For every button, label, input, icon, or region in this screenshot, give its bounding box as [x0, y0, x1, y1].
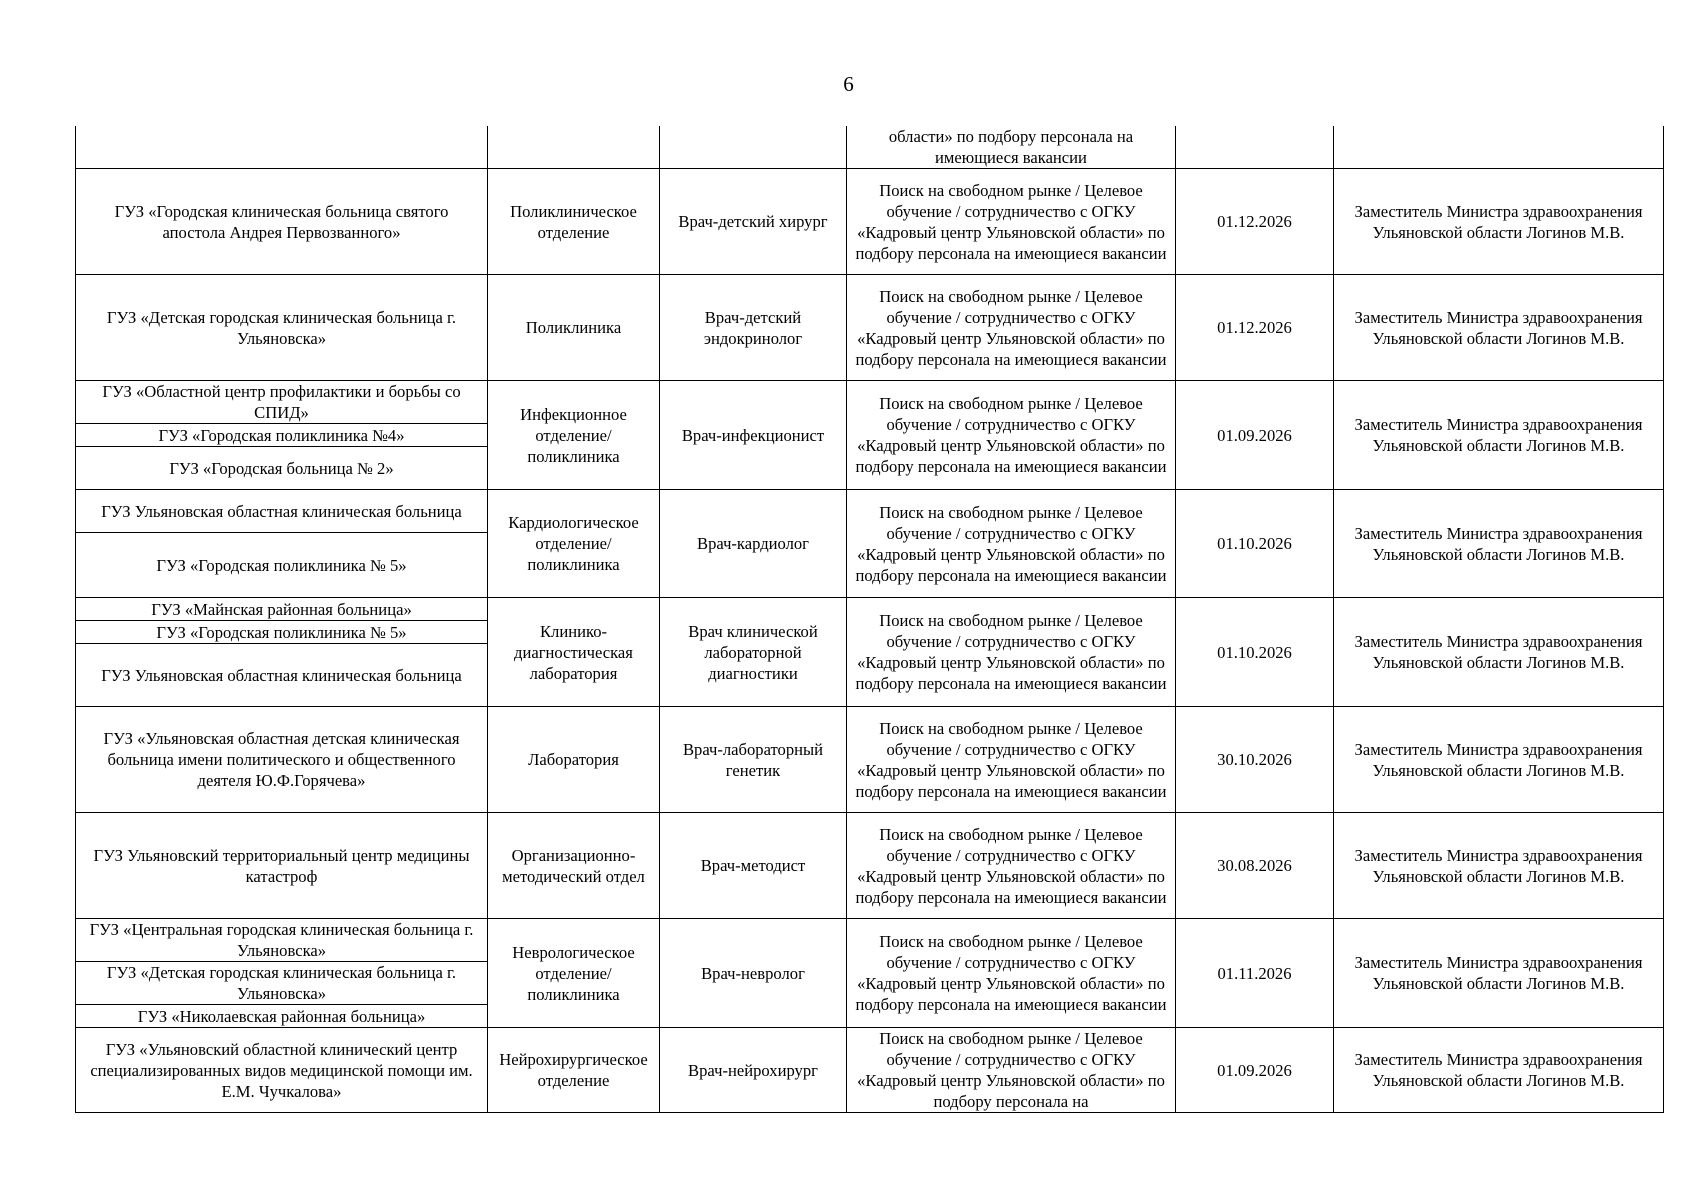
responsible-cell: Заместитель Министра здравоохранения Ульяновской области Логинов М.В. [1334, 813, 1664, 919]
date-cell [1176, 126, 1334, 169]
org-name: ГУЗ «Городская поликлиника №4» [76, 424, 487, 447]
org-name: ГУЗ «Областной центр профилактики и борьбы со СПИД» [102, 382, 461, 422]
department-cell: Организационно-методический отдел [488, 813, 660, 919]
department-cell: Инфекционное отделение/ поликлиника [488, 381, 660, 490]
position-cell: Врач-невролог [660, 919, 847, 1028]
table-row [76, 919, 1664, 1028]
org-name: ГУЗ «Городская клиническая больница святого апостола Андрея Первозванного» [114, 201, 449, 242]
method-cell: Поиск на свободном рынке / Целевое обучение / сотрудничество с ОГКУ «Кадровый центр Ульяновской области» по подбору персонала на имеющиеся вакансии [847, 919, 1176, 1028]
responsible-cell [1334, 126, 1664, 169]
org-cell [76, 126, 488, 169]
date-cell: 01.12.2026 [1176, 169, 1334, 275]
department-cell: Клинико-диагностическая лаборатория [488, 598, 660, 707]
position-cell: Врач-инфекционист [660, 381, 847, 490]
position-cell: Врач-детский хирург [660, 169, 847, 275]
org-name: ГУЗ «Центральная городская клиническая больница г. Ульяновска» [89, 920, 474, 960]
page-number: 6 [843, 72, 854, 96]
responsible-cell: Заместитель Министра здравоохранения Ульяновской области Логинов М.В. [1334, 490, 1664, 598]
position-cell: Врач-методист [660, 813, 847, 919]
department-cell [488, 126, 660, 169]
org-name: ГУЗ Ульяновский территориальный центр медицины катастроф [93, 845, 470, 886]
method-cell: области» по подбору персонала на имеющиеся вакансии [847, 126, 1176, 169]
table-row [76, 598, 1664, 707]
responsible-cell: Заместитель Министра здравоохранения Ульяновской области Логинов М.В. [1334, 381, 1664, 490]
position-cell: Врач-кардиолог [660, 490, 847, 598]
date-cell: 01.12.2026 [1176, 275, 1334, 381]
method-cell: Поиск на свободном рынке / Целевое обучение / сотрудничество с ОГКУ «Кадровый центр Ульяновской области» по подбору персонала на имеющиеся вакансии [847, 169, 1176, 275]
org-cell [76, 490, 488, 598]
department-cell: Поликлиника [488, 275, 660, 381]
method-cell: Поиск на свободном рынке / Целевое обучение / сотрудничество с ОГКУ «Кадровый центр Ульяновской области» по подбору персонала на имеющиеся вакансии [847, 707, 1176, 813]
org-cell [76, 813, 488, 919]
org-cell [76, 1028, 488, 1113]
org-cell [76, 707, 488, 813]
table-row [76, 707, 1664, 813]
method-cell: Поиск на свободном рынке / Целевое обучение / сотрудничество с ОГКУ «Кадровый центр Ульяновской области» по подбору персонала на [847, 1028, 1176, 1113]
org-name: ГУЗ «Городская поликлиника № 5» [76, 621, 487, 644]
org-name: ГУЗ «Детская городская клиническая больница г. Ульяновска» [106, 307, 457, 348]
org-name: ГУЗ «Городская поликлиника № 5» [76, 533, 487, 598]
org-list [76, 919, 487, 1027]
staffing-plan-table [75, 126, 1664, 1113]
carryover-row [76, 126, 1664, 169]
org-cell [76, 275, 488, 381]
position-cell: Врач-нейрохирург [660, 1028, 847, 1113]
org-name: ГУЗ Ульяновская областная клиническая больница [101, 501, 462, 521]
responsible-cell: Заместитель Министра здравоохранения Ульяновской области Логинов М.В. [1334, 1028, 1664, 1113]
department-cell: Поликлиническое отделение [488, 169, 660, 275]
org-cell [76, 598, 488, 707]
date-cell: 01.09.2026 [1176, 1028, 1334, 1113]
department-cell: Лаборатория [488, 707, 660, 813]
responsible-cell: Заместитель Министра здравоохранения Ульяновской области Логинов М.В. [1334, 275, 1664, 381]
responsible-cell: Заместитель Министра здравоохранения Ульяновской области Логинов М.В. [1334, 598, 1664, 707]
responsible-cell: Заместитель Министра здравоохранения Ульяновской области Логинов М.В. [1334, 169, 1664, 275]
org-name: ГУЗ «Николаевская районная больница» [76, 1005, 487, 1028]
date-cell: 01.10.2026 [1176, 490, 1334, 598]
method-cell: Поиск на свободном рынке / Целевое обучение / сотрудничество с ОГКУ «Кадровый центр Ульяновской области» по подбору персонала на имеющиеся вакансии [847, 275, 1176, 381]
date-cell: 30.10.2026 [1176, 707, 1334, 813]
method-cell: Поиск на свободном рынке / Целевое обучение / сотрудничество с ОГКУ «Кадровый центр Ульяновской области» по подбору персонала на имеющиеся вакансии [847, 490, 1176, 598]
org-name: ГУЗ Ульяновская областная клиническая больница [76, 644, 487, 707]
position-cell [660, 126, 847, 169]
table-row [76, 813, 1664, 919]
table-row [76, 169, 1664, 275]
method-cell: Поиск на свободном рынке / Целевое обучение / сотрудничество с ОГКУ «Кадровый центр Ульяновской области» по подбору персонала на имеющиеся вакансии [847, 598, 1176, 707]
responsible-cell: Заместитель Министра здравоохранения Ульяновской области Логинов М.В. [1334, 707, 1664, 813]
date-cell: 01.10.2026 [1176, 598, 1334, 707]
org-cell [76, 919, 488, 1028]
org-cell [76, 169, 488, 275]
org-name: ГУЗ «Детская городская клиническая больница г. Ульяновска» [76, 962, 487, 1005]
org-cell [76, 381, 488, 490]
org-name: ГУЗ «Майнская районная больница» [151, 599, 412, 619]
org-list [76, 598, 487, 706]
org-list [76, 381, 487, 489]
table-row [76, 490, 1664, 598]
table-row [76, 275, 1664, 381]
table-row [76, 381, 1664, 490]
method-cell: Поиск на свободном рынке / Целевое обучение / сотрудничество с ОГКУ «Кадровый центр Ульяновской области» по подбору персонала на имеющиеся вакансии [847, 381, 1176, 490]
org-name: ГУЗ «Ульяновская областная детская клиническая больница имени политического и общественного деятеля Ю.Ф.Горячева» [103, 729, 460, 790]
department-cell: Кардиологическое отделение/ поликлиника [488, 490, 660, 598]
position-cell: Врач клинической лабораторной диагностики [660, 598, 847, 707]
department-cell: Нейрохирургическое отделение [488, 1028, 660, 1113]
position-cell: Врач-детский эндокринолог [660, 275, 847, 381]
date-cell: 30.08.2026 [1176, 813, 1334, 919]
method-cell: Поиск на свободном рынке / Целевое обучение / сотрудничество с ОГКУ «Кадровый центр Ульяновской области» по подбору персонала на имеющиеся вакансии [847, 813, 1176, 919]
org-name: ГУЗ «Городская больница № 2» [76, 447, 487, 490]
department-cell: Неврологическое отделение/ поликлиника [488, 919, 660, 1028]
table-row [76, 1028, 1664, 1113]
responsible-cell: Заместитель Министра здравоохранения Ульяновской области Логинов М.В. [1334, 919, 1664, 1028]
date-cell: 01.11.2026 [1176, 919, 1334, 1028]
date-cell: 01.09.2026 [1176, 381, 1334, 490]
position-cell: Врач-лабораторный генетик [660, 707, 847, 813]
org-list [76, 490, 487, 597]
org-name: ГУЗ «Ульяновский областной клинический центр специализированных видов медицинской помощи им. Е.М. Чучкалова» [90, 1039, 473, 1101]
